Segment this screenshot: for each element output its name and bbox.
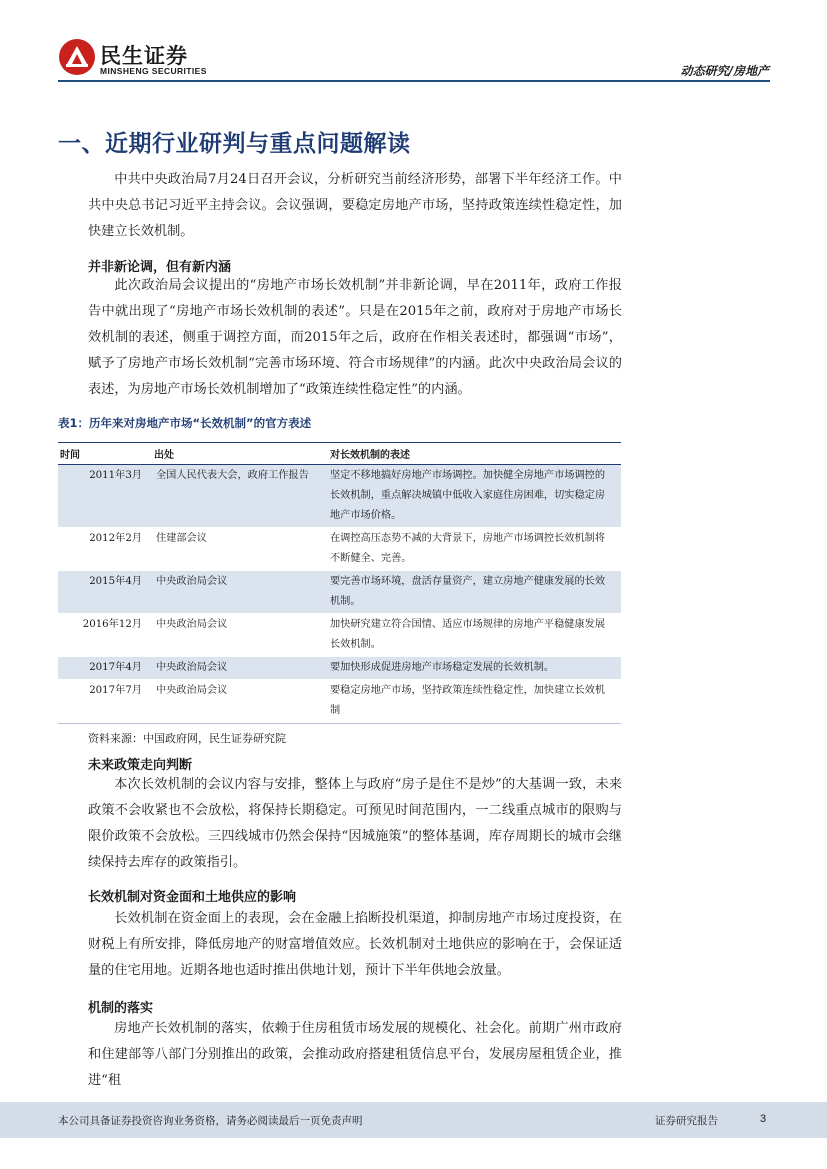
cell-expression: 在调控高压态势不减的大背景下，房地产市场调控长效机制将不断健全、完善。	[330, 533, 606, 564]
paragraph-4	[88, 1016, 622, 1094]
cell-source: 中央政治局会议	[156, 662, 228, 673]
table-row	[58, 614, 621, 657]
page-header	[0, 0, 827, 82]
logo-emblem-icon	[58, 38, 96, 76]
page-number: 3	[760, 1113, 767, 1125]
header-source: 出处	[154, 450, 174, 461]
company-logo	[58, 38, 228, 78]
cell-source: 中央政治局会议	[156, 685, 228, 696]
header-expression: 对长效机制的表述	[330, 450, 410, 461]
table-header-row	[58, 443, 621, 465]
table-row	[58, 571, 621, 614]
subheading-1: 并非新论调，但有新内涵	[88, 260, 232, 275]
page-footer	[0, 1102, 827, 1138]
footer-report-type: 证券研究报告	[655, 1115, 718, 1127]
cell-time: 2011年3月	[89, 470, 142, 481]
paragraph-4-text: 房地产长效机制的落实，依赖于住房租赁市场发展的规模化、社会化。前期广州市政府和住建部等八部门分别推出的政策，会推动政府搭建租赁信息平台，发展房屋租赁企业，推进“租	[88, 1021, 622, 1088]
cell-time: 2015年4月	[89, 576, 142, 587]
cell-source: 住建部会议	[156, 533, 207, 544]
cell-expression: 坚定不移地搞好房地产市场调控。加快健全房地产市场调控的长效机制，重点解决城镇中低收入家庭住房困难，切实稳定房地产市场价格。	[330, 470, 606, 521]
cell-source: 中央政治局会议	[156, 576, 228, 587]
table-row	[58, 680, 621, 723]
cell-time: 2017年7月	[89, 685, 142, 696]
cell-source: 全国人民代表大会，政府工作报告	[156, 470, 309, 481]
paragraph-1-text: 此次政治局会议提出的“房地产市场长效机制”并非新论调，早在2011年，政府工作报告中就出现了“房地产市场长效机制的表述”。只是在2015年之前，政府对于房地产市场长效机制的表述，侧重于调控方面，而2015年之后，政府在作相关表述时，都强调“市场”，赋予了房地产市场长效机制“完善市场环境、符合市场规律”的内涵。此次中央政治局会议的表述，为房地产市场长效机制增加了“政策连续性稳定性”的内涵。	[88, 278, 622, 397]
section-title: 一、近期行业研判与重点问题解读	[58, 131, 411, 157]
intro-paragraph	[88, 167, 622, 245]
expression-table	[58, 442, 621, 724]
report-category: 动态研究/房地产	[680, 64, 769, 78]
table-row	[58, 657, 621, 680]
table-row	[58, 528, 621, 571]
table-row	[58, 465, 621, 528]
header-divider	[58, 80, 770, 82]
paragraph-3	[88, 906, 622, 984]
subheading-2: 未来政策走向判断	[88, 758, 193, 773]
cell-expression: 要完善市场环境，盘活存量资产，建立房地产健康发展的长效机制。	[330, 576, 606, 607]
logo-english-name: MINSHENG SECURITIES	[100, 66, 207, 76]
table-source-note: 资料来源：中国政府网，民生证券研究院	[88, 732, 286, 745]
paragraph-1	[88, 273, 622, 403]
subheading-3: 长效机制对资金面和土地供应的影响	[88, 890, 297, 905]
cell-time: 2016年12月	[82, 619, 142, 630]
footer-disclaimer: 本公司具备证券投资咨询业务资格，请务必阅读最后一页免责声明	[58, 1115, 363, 1127]
cell-time: 2017年4月	[89, 662, 142, 673]
cell-expression: 要稳定房地产市场，坚持政策连续性稳定性，加快建立长效机制	[330, 685, 606, 716]
cell-expression: 要加快形成促进房地产市场稳定发展的长效机制。	[330, 662, 555, 673]
paragraph-3-text: 长效机制在资金面上的表现，会在金融上掐断投机渠道，抑制房地产市场过度投资，在财税上有所安排，降低房地产的财富增值效应。长效机制对土地供应的影响在于，会保证适量的住宅用地。近期各地也适时推出供地计划，预计下半年供地会放量。	[88, 911, 622, 978]
cell-source: 中央政治局会议	[156, 619, 228, 630]
table-title: 表1：历年来对房地产市场“长效机制”的官方表述	[58, 416, 312, 430]
cell-time: 2012年2月	[89, 533, 142, 544]
cell-expression: 加快研究建立符合国情、适应市场规律的房地产平稳健康发展长效机制。	[330, 619, 606, 650]
paragraph-2	[88, 772, 622, 876]
logo-chinese-name: 民生证券	[100, 44, 188, 68]
intro-text: 中共中央政治局7月24日召开会议，分析研究当前经济形势，部署下半年经济工作。中共中央总书记习近平主持会议。会议强调，要稳定房地产市场，坚持政策连续性稳定性，加快建立长效机制。	[88, 172, 622, 239]
header-time: 时间	[60, 450, 80, 461]
subheading-4: 机制的落实	[88, 1001, 154, 1016]
paragraph-2-text: 本次长效机制的会议内容与安排，整体上与政府“房子是住不是炒”的大基调一致，未来政策不会收紧也不会放松，将保持长期稳定。可预见时间范围内，一二线重点城市的限购与限价政策不会放松。三四线城市仍然会保持“因城施策”的整体基调，库存周期长的城市会继续保持去库存的政策指引。	[88, 777, 622, 870]
